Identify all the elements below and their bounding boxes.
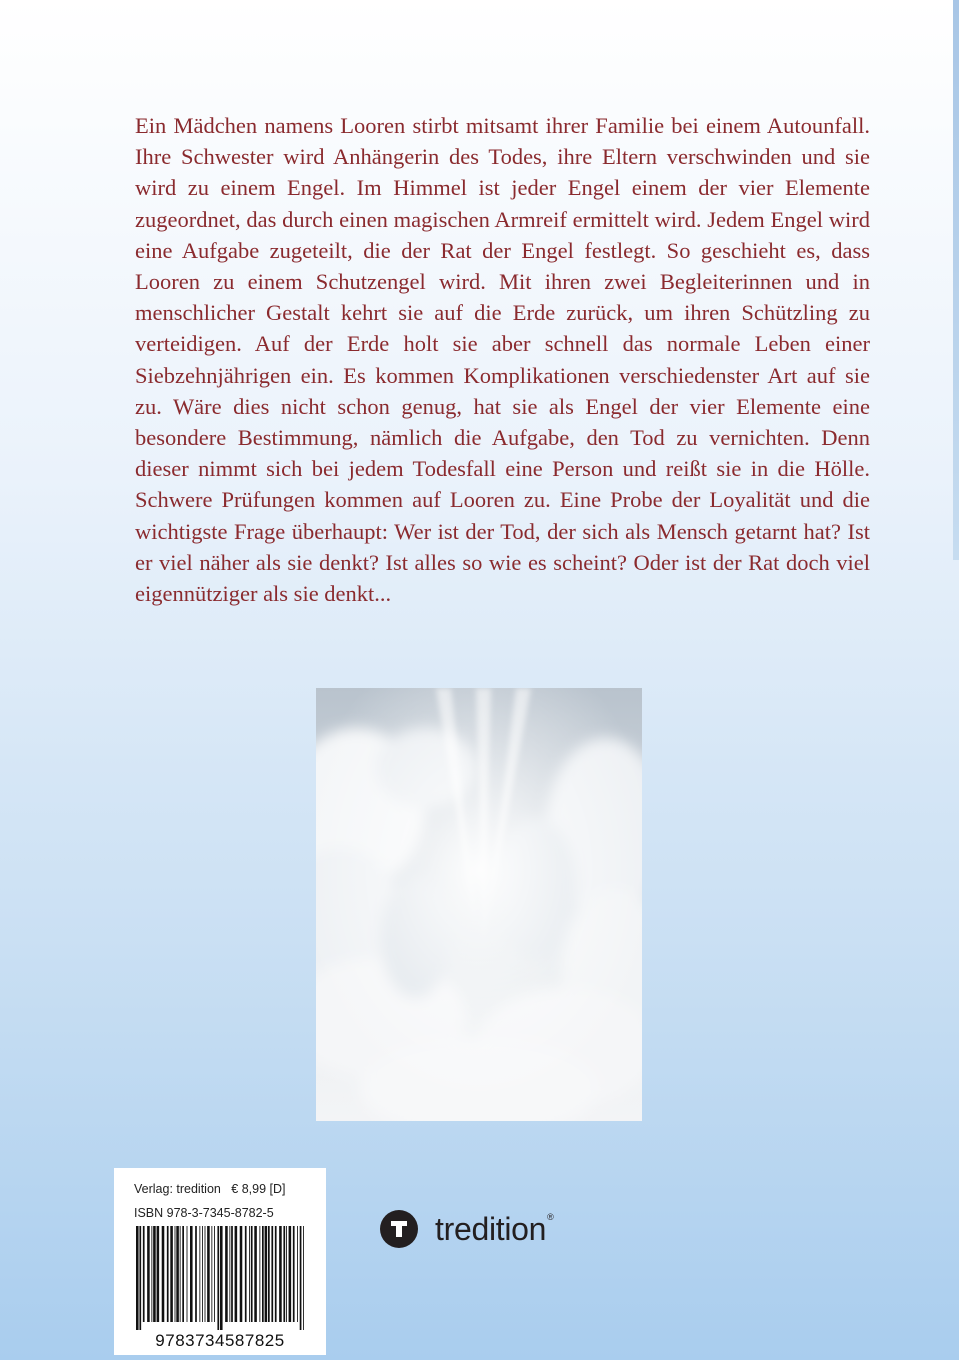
barcode-bar — [286, 1226, 287, 1322]
barcode-bar — [187, 1226, 188, 1322]
barcode-bar — [190, 1226, 193, 1322]
barcode-bar — [205, 1226, 206, 1322]
barcode-bar — [240, 1226, 243, 1322]
barcode-bar — [180, 1226, 181, 1322]
sky-clouds-photo — [316, 688, 642, 1121]
barcode-digits: 9783734587825 — [155, 1331, 285, 1350]
publisher-name-text: tredition — [435, 1210, 547, 1247]
barcode-bar — [176, 1226, 179, 1322]
barcode-bar — [249, 1226, 250, 1322]
barcode-bar — [202, 1226, 203, 1322]
barcode-bar — [175, 1226, 176, 1322]
back-cover-blurb: Ein Mädchen namens Looren stirbt mitsamt ihrer Familie bei einem Autounfall. Ihre Schwester wird Anhängerin des Todes, ihre Eltern verschwinden und sie wird zu einem Engel. Im Himmel ist jeder Engel einem der vier Elemente zugeordnet, das durch einen magischen Armreif ermittelt wird. Jedem Engel wird eine Aufgabe zugeteilt, die der Rat der Engel festlegt. So geschieht es, dass Looren zu einem Schutzengel wird. Mit ihren zwei Begleiterinnen und in menschlicher Gestalt kehrt sie auf die Erde zurück, um ihren Schützling zu verteidigen. Auf der Erde holt sie aber schnell das normale Leben einer Siebzehnjährigen ein. Es kommen Komplikationen verschiedenster Art auf sie zu. Wäre dies nicht schon genug, hat sie als Engel der vier Elemente eine besondere Bestimmung, nämlich die Aufgabe, den Tod zu vernichten. Denn dieser nimmt sich bei jedem Todesfall eine Person und reißt sie in die Hölle. Schwere Prüfungen kommen auf Looren zu. Eine Probe der Loyalität und die wichtigste Frage überhaupt: Wer ist der Tod, der sich als Mensch getarnt hat? Ist er viel näher als sie denkt? Ist alles so wie es scheint? Oder ist der Rat doch viel eigennütziger als sie denkt... — [135, 113, 870, 607]
barcode-bar — [279, 1226, 282, 1322]
barcode-bar — [136, 1226, 139, 1330]
publisher-name — [435, 1211, 554, 1248]
barcode-bar — [268, 1226, 270, 1322]
barcode-bar — [153, 1226, 156, 1322]
barcode-bar — [207, 1226, 210, 1322]
barcode-bar — [231, 1226, 233, 1322]
barcode-bar — [293, 1226, 295, 1322]
barcode-bar — [229, 1226, 230, 1322]
tredition-t-logo-icon — [380, 1210, 418, 1248]
barcode-bar — [220, 1226, 223, 1330]
barcode-bar — [300, 1226, 302, 1330]
barcode-bar — [139, 1226, 141, 1330]
barcode-bar — [214, 1226, 215, 1322]
barcode-bar — [259, 1226, 260, 1322]
barcode-bar — [199, 1226, 200, 1322]
barcode-bar — [170, 1226, 173, 1322]
barcode-bar — [151, 1226, 152, 1322]
barcode-bar — [217, 1226, 219, 1330]
barcode-bar — [275, 1226, 277, 1322]
barcode-bar — [303, 1226, 304, 1330]
barcode-bar — [182, 1226, 184, 1322]
barcode-bar — [195, 1226, 197, 1322]
barcode-graphic — [136, 1226, 304, 1330]
barcode-bar — [211, 1226, 212, 1322]
barcode-bar — [251, 1226, 253, 1322]
barcode-bar — [235, 1226, 238, 1322]
barcode-bar — [245, 1226, 247, 1322]
barcode-bar — [167, 1226, 169, 1322]
barcode-bar — [283, 1226, 285, 1322]
barcode-bar — [289, 1226, 292, 1322]
barcode-bar — [162, 1226, 165, 1322]
publisher-logo — [380, 1210, 554, 1248]
barcode-bar — [147, 1226, 150, 1322]
barcode-bar — [271, 1226, 273, 1322]
barcode-bar — [297, 1226, 298, 1322]
barcode-bar — [225, 1226, 228, 1322]
center-glow — [316, 688, 642, 1121]
spine-edge-strip — [953, 0, 959, 560]
barcode-bar — [265, 1226, 268, 1322]
barcode-bar — [157, 1226, 160, 1322]
registered-mark: ® — [547, 1211, 554, 1222]
barcode-bar — [143, 1226, 145, 1322]
publisher-price-line: Verlag: tredition € 8,99 [D] — [134, 1182, 286, 1196]
isbn-line: ISBN 978-3-7345-8782-5 — [134, 1206, 274, 1220]
barcode-bar — [254, 1226, 257, 1322]
clouds-illustration — [316, 688, 642, 1121]
barcode-box — [114, 1168, 326, 1355]
barcode-bar — [262, 1226, 264, 1322]
